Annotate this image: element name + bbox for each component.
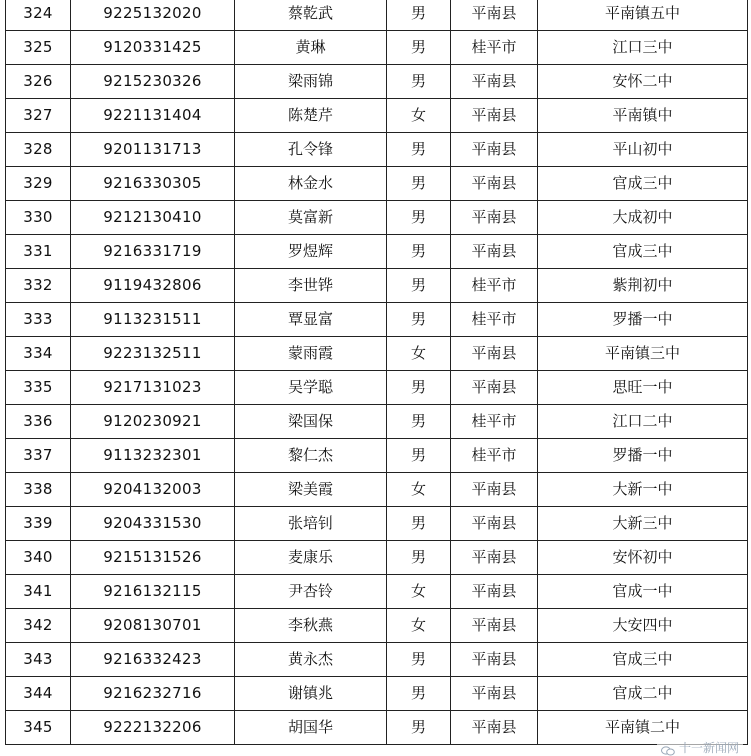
exam-no-cell: 9215131526 [71,541,235,575]
exam-no-cell: 9119432806 [71,269,235,303]
exam-no-cell: 9221131404 [71,99,235,133]
school-cell: 平南镇中 [538,99,748,133]
exam-no-cell: 9113231511 [71,303,235,337]
gender-cell: 男 [387,677,451,711]
exam-no-cell: 9201131713 [71,133,235,167]
gender-cell: 男 [387,269,451,303]
gender-cell: 男 [387,65,451,99]
seq-no-cell: 325 [6,31,71,65]
county-cell: 平南县 [451,711,538,745]
exam-no-cell: 9120331425 [71,31,235,65]
name-cell: 谢镇兆 [235,677,387,711]
county-cell: 桂平市 [451,303,538,337]
watermark-text: 十一新闻网 [678,741,739,755]
gender-cell: 女 [387,99,451,133]
exam-no-cell: 9212130410 [71,201,235,235]
seq-no-cell: 331 [6,235,71,269]
name-cell: 黄琳 [235,31,387,65]
school-cell: 平山初中 [538,133,748,167]
name-cell: 覃显富 [235,303,387,337]
exam-no-cell: 9216331719 [71,235,235,269]
exam-no-cell: 9222132206 [71,711,235,745]
exam-no-cell: 9223132511 [71,337,235,371]
name-cell: 胡国华 [235,711,387,745]
county-cell: 桂平市 [451,269,538,303]
gender-cell: 男 [387,31,451,65]
name-cell: 蔡乾武 [235,0,387,31]
table-row [6,269,748,303]
seq-no-cell: 339 [6,507,71,541]
seq-no-cell: 336 [6,405,71,439]
county-cell: 平南县 [451,677,538,711]
gender-cell: 男 [387,541,451,575]
county-cell: 平南县 [451,609,538,643]
table-row [6,31,748,65]
county-cell: 平南县 [451,643,538,677]
gender-cell: 男 [387,235,451,269]
school-cell: 大成初中 [538,201,748,235]
gender-cell: 男 [387,303,451,337]
seq-no-cell: 332 [6,269,71,303]
county-cell: 平南县 [451,507,538,541]
table-row [6,541,748,575]
seq-no-cell: 344 [6,677,71,711]
name-cell: 李秋燕 [235,609,387,643]
school-cell: 官成三中 [538,167,748,201]
seq-no-cell: 327 [6,99,71,133]
exam-no-cell: 9216330305 [71,167,235,201]
gender-cell: 男 [387,201,451,235]
county-cell: 桂平市 [451,439,538,473]
seq-no-cell: 334 [6,337,71,371]
county-cell: 平南县 [451,99,538,133]
name-cell: 蒙雨霞 [235,337,387,371]
source-watermark [657,740,743,756]
seq-no-cell: 330 [6,201,71,235]
seq-no-cell: 342 [6,609,71,643]
name-cell: 梁雨锦 [235,65,387,99]
roster-table [5,0,748,745]
school-cell: 平南镇二中 [538,711,748,745]
table-row [6,65,748,99]
school-cell: 平南镇五中 [538,0,748,31]
seq-no-cell: 326 [6,65,71,99]
table-row [6,711,748,745]
school-cell: 平南镇三中 [538,337,748,371]
school-cell: 官成三中 [538,235,748,269]
school-cell: 江口三中 [538,31,748,65]
gender-cell: 男 [387,0,451,31]
school-cell: 江口二中 [538,405,748,439]
seq-no-cell: 343 [6,643,71,677]
gender-cell: 女 [387,337,451,371]
table-row [6,133,748,167]
seq-no-cell: 324 [6,0,71,31]
name-cell: 梁美霞 [235,473,387,507]
county-cell: 平南县 [451,541,538,575]
county-cell: 平南县 [451,371,538,405]
school-cell: 紫荆初中 [538,269,748,303]
school-cell: 大安四中 [538,609,748,643]
school-cell: 安怀二中 [538,65,748,99]
school-cell: 罗播一中 [538,303,748,337]
name-cell: 吴学聪 [235,371,387,405]
roster-sheet [5,0,747,745]
table-row [6,303,748,337]
name-cell: 麦康乐 [235,541,387,575]
name-cell: 梁国保 [235,405,387,439]
school-cell: 官成一中 [538,575,748,609]
table-row [6,99,748,133]
school-cell: 官成二中 [538,677,748,711]
gender-cell: 女 [387,609,451,643]
exam-no-cell: 9216232716 [71,677,235,711]
exam-no-cell: 9216332423 [71,643,235,677]
table-row [6,473,748,507]
school-cell: 大新一中 [538,473,748,507]
table-row [6,609,748,643]
gender-cell: 男 [387,439,451,473]
school-cell: 罗播一中 [538,439,748,473]
seq-no-cell: 345 [6,711,71,745]
seq-no-cell: 329 [6,167,71,201]
name-cell: 黎仁杰 [235,439,387,473]
exam-no-cell: 9225132020 [71,0,235,31]
table-row [6,201,748,235]
county-cell: 平南县 [451,133,538,167]
county-cell: 平南县 [451,575,538,609]
seq-no-cell: 340 [6,541,71,575]
exam-no-cell: 9113232301 [71,439,235,473]
seq-no-cell: 335 [6,371,71,405]
county-cell: 桂平市 [451,405,538,439]
exam-no-cell: 9217131023 [71,371,235,405]
school-cell: 官成三中 [538,643,748,677]
exam-no-cell: 9208130701 [71,609,235,643]
county-cell: 平南县 [451,65,538,99]
name-cell: 孔令锋 [235,133,387,167]
gender-cell: 男 [387,643,451,677]
seq-no-cell: 341 [6,575,71,609]
county-cell: 平南县 [451,201,538,235]
county-cell: 平南县 [451,337,538,371]
county-cell: 平南县 [451,167,538,201]
name-cell: 罗煜辉 [235,235,387,269]
exam-no-cell: 9120230921 [71,405,235,439]
table-row [6,371,748,405]
name-cell: 李世铧 [235,269,387,303]
county-cell: 桂平市 [451,31,538,65]
gender-cell: 男 [387,507,451,541]
table-row [6,167,748,201]
exam-no-cell: 9216132115 [71,575,235,609]
name-cell: 莫富新 [235,201,387,235]
gender-cell: 男 [387,711,451,745]
name-cell: 黄永杰 [235,643,387,677]
name-cell: 林金水 [235,167,387,201]
gender-cell: 男 [387,405,451,439]
table-row [6,405,748,439]
table-row [6,575,748,609]
name-cell: 尹杏铃 [235,575,387,609]
table-row [6,643,748,677]
school-cell: 思旺一中 [538,371,748,405]
table-row [6,439,748,473]
table-row [6,337,748,371]
name-cell: 陈楚芹 [235,99,387,133]
table-row [6,0,748,31]
gender-cell: 女 [387,473,451,507]
school-cell: 大新三中 [538,507,748,541]
seq-no-cell: 328 [6,133,71,167]
exam-no-cell: 9204132003 [71,473,235,507]
table-row [6,507,748,541]
name-cell: 张培钊 [235,507,387,541]
table-row [6,235,748,269]
gender-cell: 男 [387,167,451,201]
school-cell: 安怀初中 [538,541,748,575]
table-row [6,677,748,711]
gender-cell: 男 [387,133,451,167]
roster-table-body [6,0,748,745]
seq-no-cell: 333 [6,303,71,337]
seq-no-cell: 337 [6,439,71,473]
exam-no-cell: 9215230326 [71,65,235,99]
gender-cell: 男 [387,371,451,405]
gender-cell: 女 [387,575,451,609]
exam-no-cell: 9204331530 [71,507,235,541]
county-cell: 平南县 [451,235,538,269]
county-cell: 平南县 [451,473,538,507]
seq-no-cell: 338 [6,473,71,507]
wechat-icon [661,746,675,756]
county-cell: 平南县 [451,0,538,31]
